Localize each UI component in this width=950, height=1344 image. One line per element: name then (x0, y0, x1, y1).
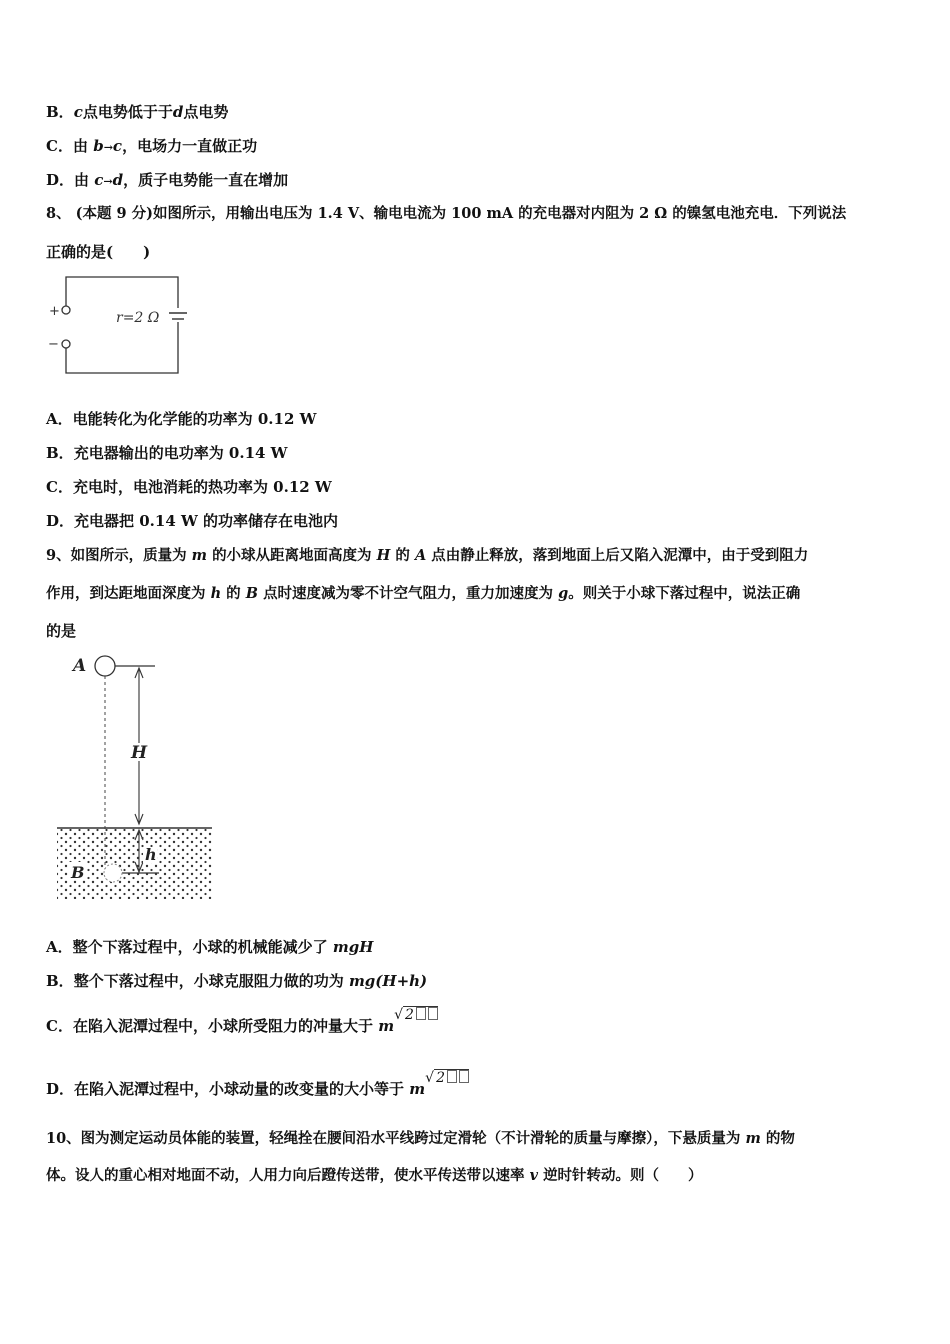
q9-option-c: C．在陷入泥潭过程中，小球所受阻力的冲量大于 m√ 2 (46, 1016, 438, 1037)
q9-option-a: A．整个下落过程中，小球的机械能减少了 mgH (46, 938, 374, 956)
q7-option-d: D．由 c→d，质子电势能一直在增加 (46, 171, 289, 189)
q8-option-a: A．电能转化为化学能的功率为 0.12 W (46, 410, 317, 428)
label-b: B (71, 863, 85, 882)
q8-option-d: D．充电器把 0.14 W 的功率储存在电池内 (46, 512, 339, 530)
q9-option-d: D．在陷入泥潭过程中，小球动量的改变量的大小等于 m√ 2 (46, 1079, 469, 1100)
q8-option-c: C．充电时，电池消耗的热功率为 0.12 W (46, 478, 332, 496)
q9-stem-line1: 9、如图所示，质量为 m 的小球从距离地面高度为 H 的 A 点由静止释放，落到地面上后又陷入泥潭中，由于受到阻力 (46, 547, 809, 564)
q10-stem-line2: 体。设人的重心相对地面不动，人用力向后蹬传送带，使水平传送带以速率 v 逆时针转动。则（ ） (46, 1167, 703, 1184)
q9-stem-line3: 的是 (46, 622, 77, 640)
q9-stem-line2: 作用，到达距地面深度为 h 的 B 点时速度减为零不计空气阻力，重力加速度为 g。则关于小球下落过程中，说法正确 (46, 585, 801, 602)
plus-sign: + (49, 304, 60, 319)
q7-option-c: C．由 b→c，电场力一直做正功 (46, 137, 258, 155)
label-h-lower: h (145, 845, 157, 864)
q8-option-b: B．充电器输出的电功率为 0.14 W (46, 444, 288, 462)
q7-option-b: B．c点电势低于于d点电势 (46, 103, 229, 121)
q9-mud-figure (55, 648, 220, 903)
label-h-upper: H (131, 743, 148, 763)
label-a: A (73, 656, 87, 676)
q9-option-b: B．整个下落过程中，小球克服阻力做的功为 mg(H+h) (46, 972, 428, 990)
resistance-label: r=2 Ω (116, 310, 160, 326)
sqrt-expression: √ 2 (425, 1068, 469, 1088)
minus-sign: − (48, 337, 59, 352)
q8-circuit-figure (44, 272, 204, 382)
q8-stem-line2: 正确的是( ) (46, 243, 151, 261)
q10-stem-line1: 10、图为测定运动员体能的装置，轻绳拴在腰间沿水平线跨过定滑轮（不计滑轮的质量与摩擦），下悬质量为 m 的物 (46, 1130, 795, 1147)
q8-stem-line1: 8、 (本题 9 分)如图所示，用输出电压为 1.4 V、输电电流为 100 mA 的充电器对内阻为 2 Ω 的镍氢电池充电．下列说法 (46, 205, 847, 222)
sqrt-expression: √ 2 (394, 1005, 438, 1025)
